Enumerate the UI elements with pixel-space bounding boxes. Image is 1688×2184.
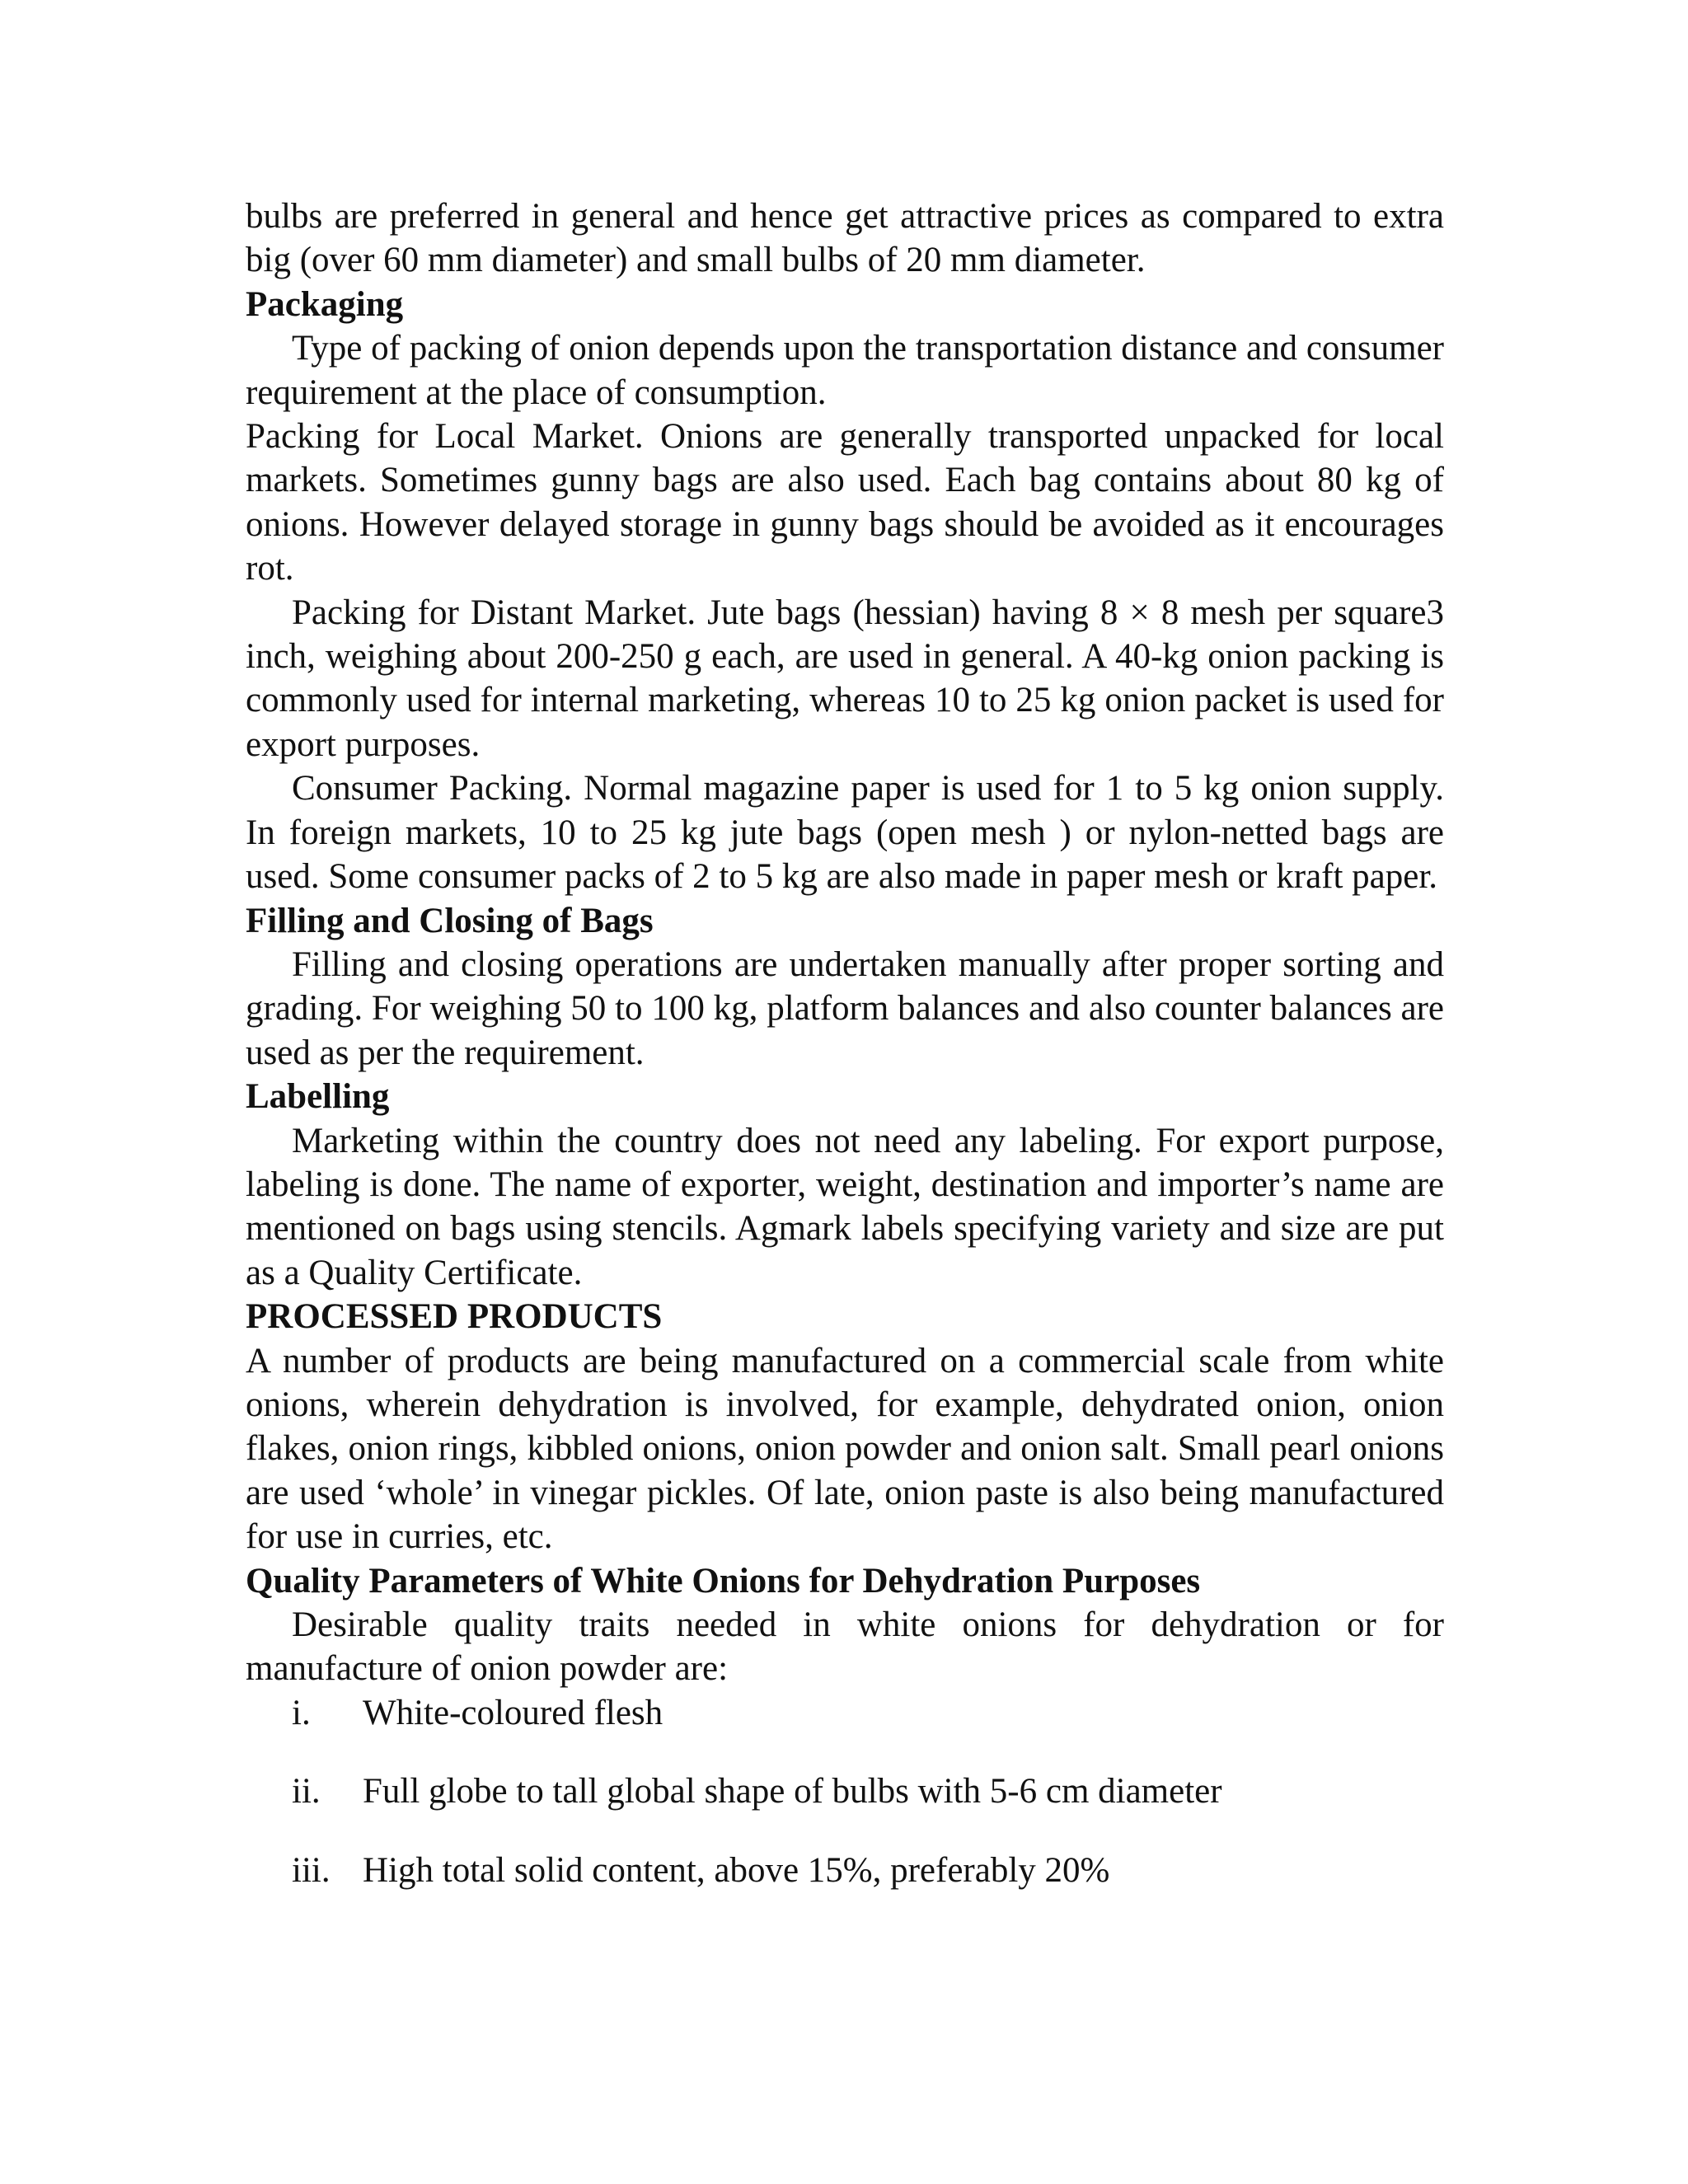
local-market-paragraph: Packing for Local Market. Onions are generally transported unpacked for local markets. Sometimes gunny bags are also used. Each bag contains about 80 kg of onions. However delayed storage in gunny bags should be avoided as it encourages rot. [246, 417, 1444, 588]
heading-filling-closing: Filling and Closing of Bags [246, 901, 654, 940]
list-item-text: High total solid content, above 15%, preferably 20% [363, 1850, 1110, 1890]
heading-packaging: Packaging [246, 284, 404, 324]
quality-intro-paragraph: Desirable quality traits needed in white onions for dehydration or for manufacture of onion powder are: [246, 1605, 1444, 1689]
filling-paragraph: Filling and closing operations are undertaken manually after proper sorting and grading. For weighing 50 to 100 kg, platform balances and also counter balances are used as per the requirement. [246, 944, 1444, 1072]
distant-market-paragraph: Packing for Distant Market. Jute bags (hessian) having 8 × 8 mesh per square3 inch, weighing about 200-250 g each, are used in general. A 40-kg onion packing is commonly used for internal marketing, whereas 10 to 25 kg onion packet is used for export purposes. [246, 593, 1444, 764]
list-item-number: i. [292, 1693, 311, 1732]
heading-labelling: Labelling [246, 1077, 390, 1117]
list-item [246, 1691, 1444, 1735]
labelling-paragraph: Marketing within the country does not need any labeling. For export purpose, labeling is done. The name of exporter, weight, destination and importer’s name are mentioned on bags using stencils. Agmark labels specifying variety and size are put as a Quality Certificate. [246, 1121, 1444, 1292]
intro-paragraph: bulbs are preferred in general and hence get attractive prices as compared to extra big (over 60 mm diameter) and small bulbs of 20 mm diameter. [246, 197, 1444, 280]
list-item-text: White-coloured flesh [363, 1693, 663, 1732]
quality-traits-list [246, 1691, 1444, 1892]
heading-quality-parameters: Quality Parameters of White Onions for Dehydration Purposes [246, 1561, 1201, 1601]
document-page [246, 194, 1444, 1927]
list-item-text: Full globe to tall global shape of bulbs with 5-6 cm diameter [363, 1772, 1222, 1811]
list-item [246, 1769, 1444, 1813]
consumer-packing-paragraph: Consumer Packing. Normal magazine paper is used for 1 to 5 kg onion supply. In foreign markets, 10 to 25 kg jute bags (open mesh ) or nylon-netted bags are used. Some consumer packs of 2 to 5 kg are also made in paper mesh or kraft paper. [246, 769, 1444, 897]
heading-processed-products: PROCESSED PRODUCTS [246, 1297, 663, 1337]
packaging-paragraph: Type of packing of onion depends upon the transportation distance and consumer requirement at the place of consumption. [246, 329, 1444, 412]
processed-products-paragraph: A number of products are being manufactured on a commercial scale from white onions, wherein dehydration is involved, for example, dehydrated onion, onion flakes, onion rings, kibbled onions, onion powder and onion salt. Small pearl onions are used ‘whole’ in vinegar pickles. Of late, onion paste is also being manufactured for use in curries, etc. [246, 1341, 1444, 1557]
list-item [246, 1849, 1444, 1892]
list-item-number: iii. [292, 1850, 331, 1890]
list-item-number: ii. [292, 1772, 321, 1811]
